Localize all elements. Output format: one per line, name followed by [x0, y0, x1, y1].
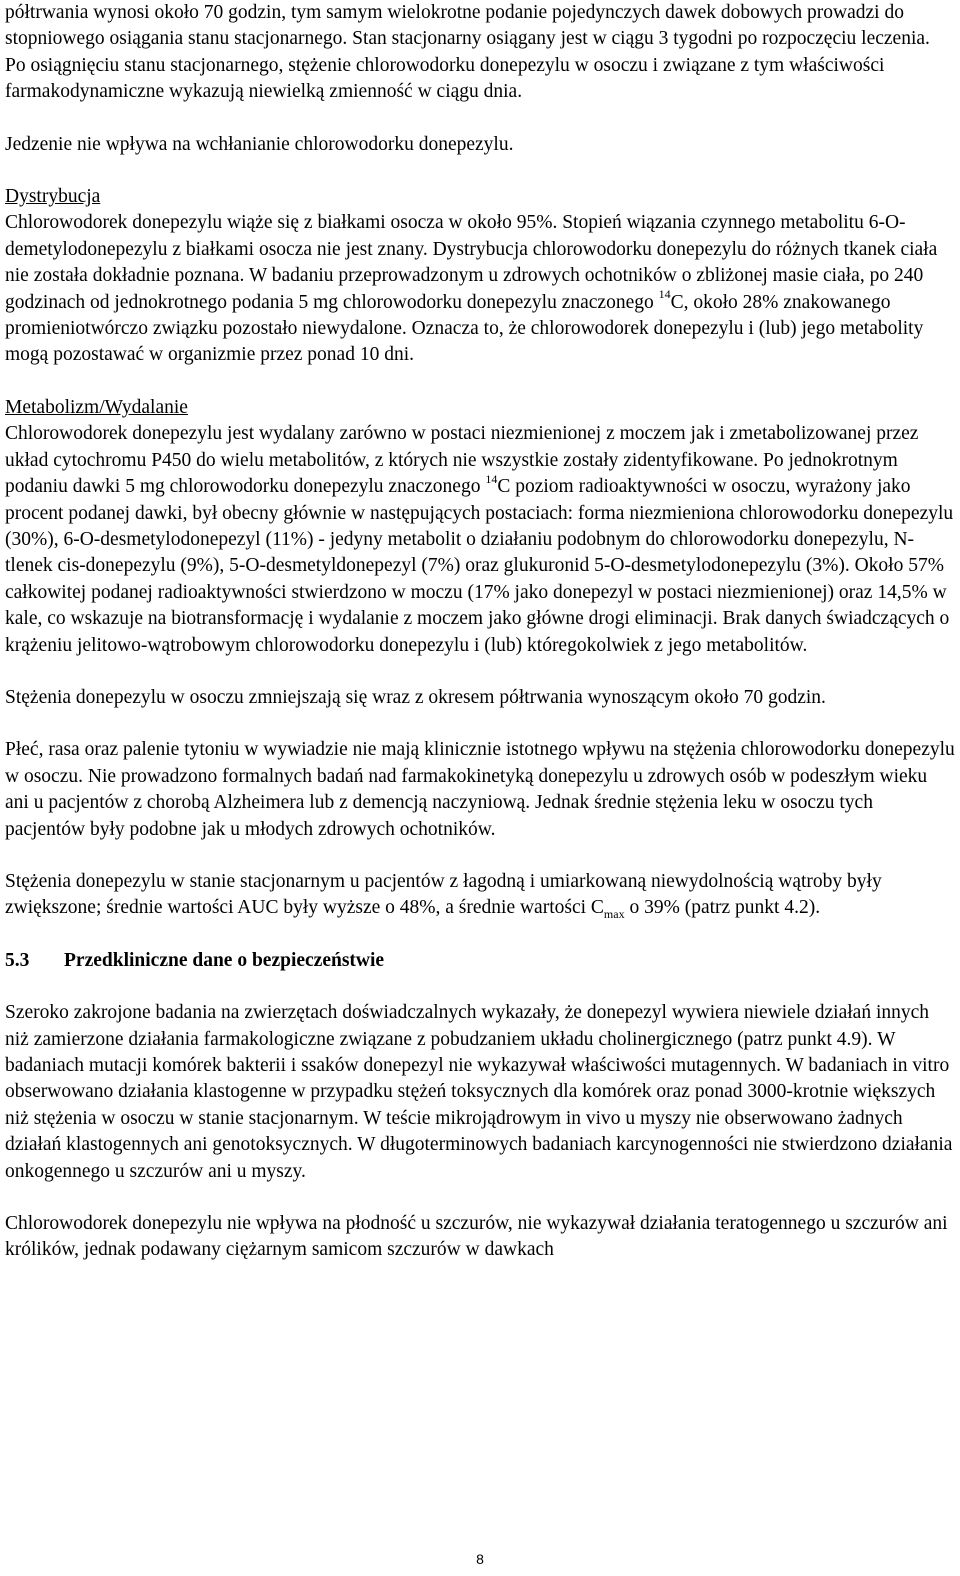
- page-number: 8: [476, 1551, 484, 1567]
- section-heading-5-3: [5, 948, 955, 974]
- subheading-dystrybucja: Dystrybucja: [5, 186, 101, 208]
- paragraph-metabolism: [5, 421, 955, 659]
- isotope-superscript: 14: [485, 471, 498, 486]
- paragraph-distribution-part-a: Chlorowodorek donepezylu wiąże się z białkami osocza w około 95%. Stopień wiązania czynnego metabolitu 6-O-demetylodonepezylu z białkami osocza nie jest znany. Dystrybucja chlorowodorku donepezylu do różnych tkanek ciała nie została dokładnie poznana. W badaniu przeprowadzonym u zdrowych ochotników o zbliżonej masie ciała, po 240 godzinach od jednokrotnego podania 5 mg chlorowodorku donepezylu znaczonego: [5, 212, 938, 313]
- paragraph-distribution-part-b: C, około 28% znakowanego promieniotwórczo związku pozostało niewydalone. Oznacza to, że chlorowodorek donepezylu i (lub) jego metabolity mogą pozostawać w organizmie przez ponad 10 dni.: [5, 291, 924, 366]
- section-number: 5.3: [5, 949, 30, 971]
- paragraph-metabolism-part-b: C poziom radioaktywności w osoczu, wyrażony jako procent podanej dawki, był obecny głównie w następujących postaciach: forma niezmieniona chlorowodorku donepezylu (30%), 6-O-desmetylodonepezyl (11%) - jedyny metabolit o działaniu podobnym do chlorowodorku donepezylu, N-tlenek cis-donepezylu (9%), 5-O-desmetyldonepezyl (7%) oraz glukuronid 5-O-desmetylodonepezylu (3%). Około 57% całkowitej podanej radioaktywności stwierdzono w moczu (17% jako donepezyl w postaci niezmienionej) oraz 14,5% w kale, co wskazuje na biotransformację i wydalanie z moczem jako główne drogi eliminacji. Brak danych świadczących o krążeniu jelitowo-wątrobowym chlorowodorku donepezylu i (lub) któregokolwiek z jego metabolitów.: [5, 476, 954, 656]
- paragraph-hepatic-part-a: Stężenia donepezylu w stanie stacjonarnym u pacjentów z łagodną i umiarkowaną niewydolnością wątroby były zwiększone; średnie wartości AUC były wyższe o 48%, a średnie wartości C: [5, 870, 882, 919]
- paragraph-hepatic-impairment: [5, 869, 955, 922]
- isotope-superscript: 14: [658, 287, 671, 302]
- paragraph-elimination-intro: półtrwania wynosi około 70 godzin, tym samym wielokrotne podanie pojedynczych dawek dobowych prowadzi do stopniowego osiągania stanu stacjonarnego. Stan stacjonarny osiągany jest w ciągu 3 tygodni po rozpoczęciu leczenia. Po osiągnięciu stanu stacjonarnego, stężenie chlorowodorku donepezylu w osoczu i związane z tym właściwości farmakodynamiczne wykazują niewielką zmienność w ciągu dnia.: [5, 2, 930, 103]
- paragraph-half-life: Stężenia donepezylu w osoczu zmniejszają się wraz z okresem półtrwania wynoszącym około 70 godzin.: [5, 686, 826, 708]
- paragraph-metabolism-part-a: Chlorowodorek donepezylu jest wydalany zarówno w postaci niezmienionej z moczem jak i zmetabolizowanej przez układ cytochromu P450 do wielu metabolitów, z których nie wszystkie zostały zidentyfikowane. Po jednokrotnym podaniu dawki 5 mg chlorowodorku donepezylu znaczonego: [5, 423, 919, 498]
- section-title: Przedkliniczne dane o bezpieczeństwie: [64, 949, 385, 971]
- subheading-metabolizm: Metabolizm/Wydalanie: [5, 396, 188, 418]
- paragraph-fertility: Chlorowodorek donepezylu nie wpływa na płodność u szczurów, nie wykazywał działania teratogennego u szczurów ani królików, jednak podawany ciężarnym samicom szczurów w dawkach: [5, 1213, 948, 1261]
- document-page: [5, 0, 955, 1264]
- paragraph-special-populations: Płeć, rasa oraz palenie tytoniu w wywiadzie nie mają klinicznie istotnego wpływu na stężenia chlorowodorku donepezylu w osoczu. Nie prowadzono formalnych badań nad farmakokinetyką donepezylu u zdrowych osób w podeszłym wieku ani u pacjentów z chorobą Alzheimera lub z demencją naczyniową. Jednak średnie stężenia leku w osoczu tych pacjentów były podobne jak u młodych zdrowych ochotników.: [5, 739, 955, 840]
- cmax-subscript: max: [603, 907, 625, 922]
- paragraph-food-effect: Jedzenie nie wpływa na wchłanianie chlorowodorku donepezylu.: [5, 133, 514, 155]
- paragraph-distribution: [5, 210, 955, 368]
- paragraph-hepatic-part-b: o 39% (patrz punkt 4.2).: [624, 897, 821, 919]
- paragraph-preclinical-safety: Szeroko zakrojone badania na zwierzętach doświadczalnych wykazały, że donepezyl wywiera niewiele działań innych niż zamierzone działania farmakologiczne związane z pobudzaniem układu cholinergicznego (patrz punkt 4.9). W badaniach mutacji komórek bakterii i ssaków donepezyl nie wykazywał właściwości mutagennych. W badaniach in vitro obserwowano działania klastogenne w przypadku stężeń toksycznych dla komórek oraz ponad 3000-krotnie większych niż stężenia w osoczu w stanie stacjonarnym. W teście mikrojądrowym in vivo u myszy nie obserwowano żadnych działań klastogennych ani genotoksycznych. W długoterminowych badaniach karcynogenności nie stwierdzono działania onkogennego u szczurów ani u myszy.: [5, 1002, 953, 1182]
